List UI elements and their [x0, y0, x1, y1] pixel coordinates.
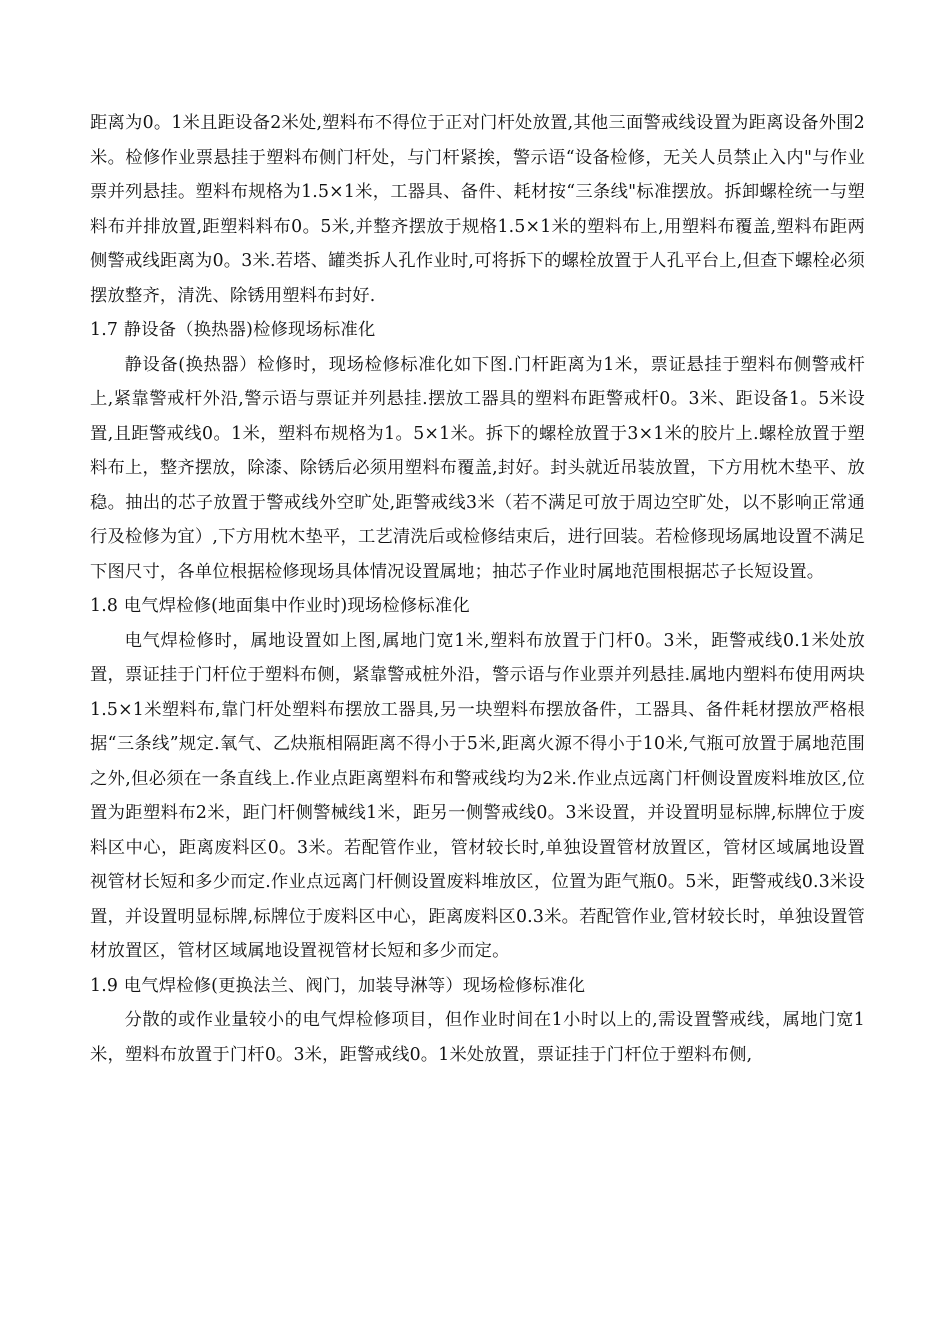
paragraph-1-7: 静设备(换热器）检修时，现场检修标准化如下图.门杆距离为1米，票证悬挂于塑料布侧警戒杆上,紧靠警戒杆外沿,警示语与票证并列悬挂.摆放工器具的塑料布距警戒杆0。3米、距设备1。5米设置,且距警戒线0。1米，塑料布规格为1。5×1米。拆下的螺栓放置于3×1米的胶片上.螺栓放置于塑料布上，整齐摆放，除漆、除锈后必须用塑料布覆盖,封好。封头就近吊装放置，下方用枕木垫平、放稳。抽出的芯子放置于警戒线外空旷处,距警戒线3米（若不满足可放于周边空旷处，以不影响正常通行及检修为宜）,下方用枕木垫平，工艺清洗后或检修结束后，进行回装。若检修现场属地设置不满足下图尺寸，各单位根据检修现场具体情况设置属地；抽芯子作业时属地范围根据芯子长短设置。 — [90, 354, 865, 582]
paragraph-1-9: 分散的或作业量较小的电气焊检修项目，但作业时间在1小时以上的,需设置警戒线，属地门宽1米，塑料布放置于门杆0。3米，距警戒线0。1米处放置，票证挂于门杆位于塑料布侧, — [90, 1010, 865, 1065]
section-heading-1-8: 1.8 电气焊检修(地面集中作业时)现场检修标准化 — [90, 596, 470, 616]
section-heading-1-7: 1.7 静设备（换热器)检修现场标准化 — [90, 320, 376, 340]
paragraph-continuation: 距离为0。1米且距设备2米处,塑料布不得位于正对门杆处放置,其他三面警戒线设置为距离设备外围2米。检修作业票悬挂于塑料布侧门杆处，与门杆紧挨，警示语“设备检修，无关人员禁止入内"与作业票并列悬挂。塑料布规格为1.5×1米，工器具、备件、耗材按“三条线"标准摆放。拆卸螺栓统一与塑料布并排放置,距塑料料布0。5米,并整齐摆放于规格1.5×1米的塑料布上,用塑料布覆盖,塑料布距两侧警戒线距离为0。3米.若塔、罐类拆人孔作业时,可将拆下的螺栓放置于人孔平台上,但查下螺栓必须摆放整齐，清洗、除锈用塑料布封好. — [90, 113, 865, 306]
paragraph-1-8: 电气焊检修时，属地设置如上图,属地门宽1米,塑料布放置于门杆0。3米，距警戒线0.1米处放置，票证挂于门杆位于塑料布侧，紧靠警戒桩外沿，警示语与作业票并列悬挂.属地内塑料布使用两块1.5×1米塑料布,靠门杆处塑料布摆放工器具,另一块塑料布摆放备件，工器具、备件耗材摆放严格根据“三条线”规定.氧气、乙炔瓶相隔距离不得小于5米,距离火源不得小于10米,气瓶可放置于属地范围之外,但必须在一条直线上.作业点距离塑料布和警戒线均为2米.作业点远离门杆侧设置废料堆放区,位置为距塑料布2米，距门杆侧警械线1米，距另一侧警戒线0。3米设置，并设置明显标牌,标牌位于废料区中心，距离废料区0。3米。若配管作业，管材较长时,单独设置管材放置区，管材区域属地设置视管材长短和多少而定.作业点远离门杆侧设置废料堆放区，位置为距气瓶0。5米，距警戒线0.3米设置，并设置明显标牌,标牌位于废料区中心，距离废料区0.3米。若配管作业,管材较长时，单独设置管材放置区，管材区域属地设置视管材长短和多少而定。 — [90, 630, 865, 961]
section-heading-1-9: 1.9 电气焊检修(更换法兰、阀门，加装导淋等）现场检修标准化 — [90, 975, 586, 996]
document-body — [90, 106, 865, 1072]
